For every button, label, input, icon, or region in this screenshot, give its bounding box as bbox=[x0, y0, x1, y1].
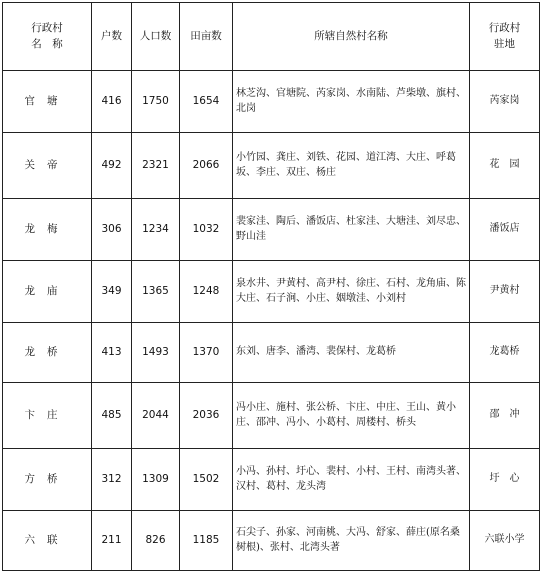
seat-cell: 龙葛桥 bbox=[470, 323, 540, 383]
seat-cell: 邵 冲 bbox=[470, 383, 540, 449]
households-cell: 485 bbox=[92, 383, 132, 449]
farmland-cell: 1248 bbox=[180, 261, 233, 323]
header-farmland: 田亩数 bbox=[180, 3, 233, 71]
households-cell: 211 bbox=[92, 511, 132, 571]
natural-villages-cell: 小冯、孙村、圩心、裴村、小村、王村、南湾头著、汉村、葛村、龙头湾 bbox=[233, 449, 470, 511]
header-population: 人口数 bbox=[132, 3, 180, 71]
header-seat-line1: 行政村 bbox=[488, 22, 521, 35]
population-cell: 1750 bbox=[132, 71, 180, 133]
table-row bbox=[3, 199, 540, 261]
population-cell: 1234 bbox=[132, 199, 180, 261]
header-village-line1: 行政村 bbox=[31, 22, 63, 35]
village-name-cell: 卞庄 bbox=[3, 383, 92, 449]
header-households: 户数 bbox=[92, 3, 132, 71]
households-cell: 492 bbox=[92, 133, 132, 199]
seat-cell: 圩 心 bbox=[470, 449, 540, 511]
table-row bbox=[3, 449, 540, 511]
households-cell: 413 bbox=[92, 323, 132, 383]
village-name-cell: 六联 bbox=[3, 511, 92, 571]
village-name-cell: 龙梅 bbox=[3, 199, 92, 261]
header-natural-villages: 所辖自然村名称 bbox=[233, 3, 470, 71]
header-seat bbox=[470, 3, 540, 71]
households-cell: 349 bbox=[92, 261, 132, 323]
natural-villages-cell: 石尖子、孙家、河南桃、大冯、舒家、薛庄(原名桑树根)、张村、北湾头著 bbox=[233, 511, 470, 571]
farmland-cell: 1032 bbox=[180, 199, 233, 261]
seat-cell: 芮家岗 bbox=[470, 71, 540, 133]
population-cell: 2044 bbox=[132, 383, 180, 449]
header-seat-line2: 驻地 bbox=[494, 37, 515, 50]
natural-villages-cell: 小竹园、龚庄、刘铁、花园、道江湾、大庄、呼葛坂、李庄、双庄、杨庄 bbox=[233, 133, 470, 199]
seat-cell: 潘饭店 bbox=[470, 199, 540, 261]
table-row bbox=[3, 383, 540, 449]
farmland-cell: 2036 bbox=[180, 383, 233, 449]
table-body bbox=[3, 71, 540, 571]
village-name-cell: 龙庙 bbox=[3, 261, 92, 323]
table-row bbox=[3, 71, 540, 133]
table-row bbox=[3, 511, 540, 571]
seat-cell: 六联小学 bbox=[470, 511, 540, 571]
table-header bbox=[3, 3, 540, 71]
population-cell: 826 bbox=[132, 511, 180, 571]
households-cell: 416 bbox=[92, 71, 132, 133]
farmland-cell: 1185 bbox=[180, 511, 233, 571]
natural-villages-cell: 东刘、唐李、潘湾、裴保村、龙葛桥 bbox=[233, 323, 470, 383]
population-cell: 1493 bbox=[132, 323, 180, 383]
households-cell: 312 bbox=[92, 449, 132, 511]
population-cell: 1365 bbox=[132, 261, 180, 323]
village-name-cell: 龙桥 bbox=[3, 323, 92, 383]
header-village-name bbox=[3, 3, 92, 71]
population-cell: 1309 bbox=[132, 449, 180, 511]
farmland-cell: 1654 bbox=[180, 71, 233, 133]
natural-villages-cell: 裴家洼、陶后、潘饭店、杜家洼、大塘洼、刘尽忠、野山洼 bbox=[233, 199, 470, 261]
natural-villages-cell: 泉水井、尹黄村、高尹村、徐庄、石村、龙角庙、陈大庄、石子涧、小庄、姻墩洼、小刘村 bbox=[233, 261, 470, 323]
seat-cell: 尹黄村 bbox=[470, 261, 540, 323]
population-cell: 2321 bbox=[132, 133, 180, 199]
village-table bbox=[2, 2, 540, 571]
natural-villages-cell: 林芝沟、官塘院、芮家岗、水南陆、芦柴墩、旗村、北岗 bbox=[233, 71, 470, 133]
farmland-cell: 1502 bbox=[180, 449, 233, 511]
farmland-cell: 2066 bbox=[180, 133, 233, 199]
table-row bbox=[3, 133, 540, 199]
village-name-cell: 方桥 bbox=[3, 449, 92, 511]
header-village-line2: 名 称 bbox=[31, 37, 63, 50]
table-row bbox=[3, 261, 540, 323]
village-name-cell: 关帝 bbox=[3, 133, 92, 199]
header-row bbox=[3, 3, 540, 71]
table-row bbox=[3, 323, 540, 383]
village-name-cell: 官塘 bbox=[3, 71, 92, 133]
natural-villages-cell: 冯小庄、施村、张公桥、卞庄、中庄、王山、黄小庄、邵冲、冯小、小葛村、周楼村、桥头 bbox=[233, 383, 470, 449]
farmland-cell: 1370 bbox=[180, 323, 233, 383]
households-cell: 306 bbox=[92, 199, 132, 261]
seat-cell: 花 园 bbox=[470, 133, 540, 199]
